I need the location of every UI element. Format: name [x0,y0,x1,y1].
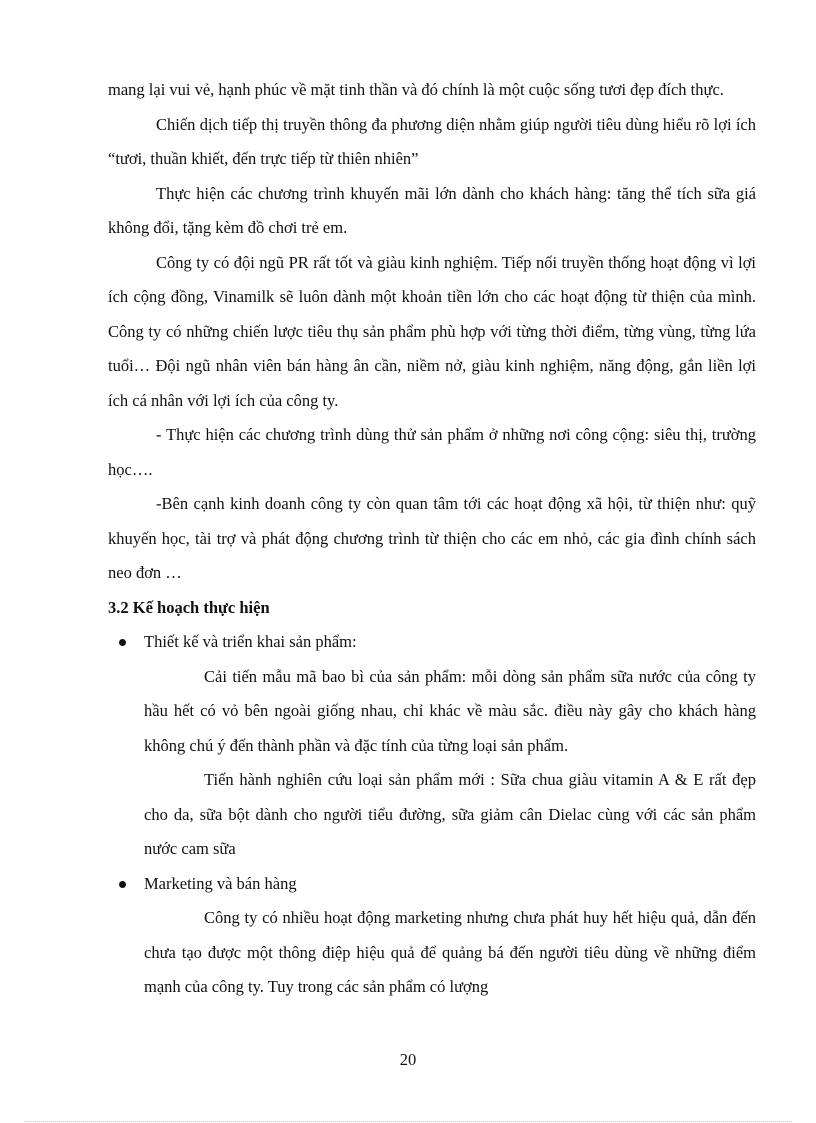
paragraph-social-activities: -Bên cạnh kinh doanh công ty còn quan tâm tới các hoạt động xã hội, từ thiện như: quỹ khuyến học, tài trợ và phát động chương trình từ thiện cho các em nhỏ, các gia đình chính sách neo đơn … [108,494,756,582]
paragraph-media-campaign: Chiến dịch tiếp thị truyền thông đa phương diện nhằm giúp người tiêu dùng hiểu rõ lợi ích “tươi, thuần khiết, đến trực tiếp từ thiên nhiên” [108,114,756,168]
paragraph-sampling: - Thực hiện các chương trình dùng thử sản phẩm ở những nơi công cộng: siêu thị, trường học…. [108,425,756,479]
page-bottom-divider [24,1121,792,1122]
bullet-title: Thiết kế và triển khai sản phẩm: [144,632,357,651]
paragraph-new-products: Tiến hành nghiên cứu loại sản phẩm mới : Sữa chua giàu vitamin A & E rất đẹp cho da, sữa bột dành cho người tiểu đường, sữa giảm cân Dielac cùng với các sản phẩm nước cam sữa [144,770,756,858]
paragraph-continuation: mang lại vui vẻ, hạnh phúc về mặt tinh thần và đó chính là một cuộc sống tươi đẹp đích thực. [108,80,724,99]
paragraph-marketing: Công ty có nhiều hoạt động marketing nhưng chưa phát huy hết hiệu quả, dẫn đến chưa tạo được một thông điệp hiệu quả để quảng bá đến người tiêu dùng về những điểm mạnh của công ty. Tuy trong các sản phẩm có lượng [144,908,756,996]
bullet-product-design-body [108,660,756,867]
section-heading: 3.2 Kế hoạch thực hiện [108,597,270,617]
paragraph-promotions: Thực hiện các chương trình khuyến mãi lớn dành cho khách hàng: tăng thể tích sữa giá không đổi, tặng kèm đồ chơi trẻ em. [108,183,756,237]
page-body [108,73,756,1005]
bullet-title: Marketing và bán hàng [144,873,297,893]
bullet-product-design [108,625,756,660]
bullet-icon [119,881,126,888]
bullet-marketing-body [108,901,756,1005]
paragraph-packaging: Cải tiến mẫu mã bao bì của sản phẩm: mỗi dòng sản phẩm sữa nước của công ty hầu hết có vỏ bên ngoài giống nhau, chỉ khác về màu sắc. điều này gây cho khách hàng không chú ý đến thành phần và đặc tính của từng loại sản phẩm. [144,666,756,755]
paragraph-pr-team: Công ty có đội ngũ PR rất tốt và giàu kinh nghiệm. Tiếp nối truyền thống hoạt động vì lợi ích cộng đồng, Vinamilk sẽ luôn dành một khoản tiền lớn cho các hoạt động từ thiện của mình. Công ty có những chiến lược tiêu thụ sản phẩm phù hợp với từng thời điểm, từng vùng, từng lứa tuổi… Đội ngũ nhân viên bán hàng ân cần, niềm nở, giàu kinh nghiệm, năng động, gắn liền lợi ích cá nhân với lợi ích của công ty. [108,252,756,410]
bullet-icon [119,639,126,646]
bullet-marketing [108,867,756,902]
page-number: 20 [399,1050,417,1069]
